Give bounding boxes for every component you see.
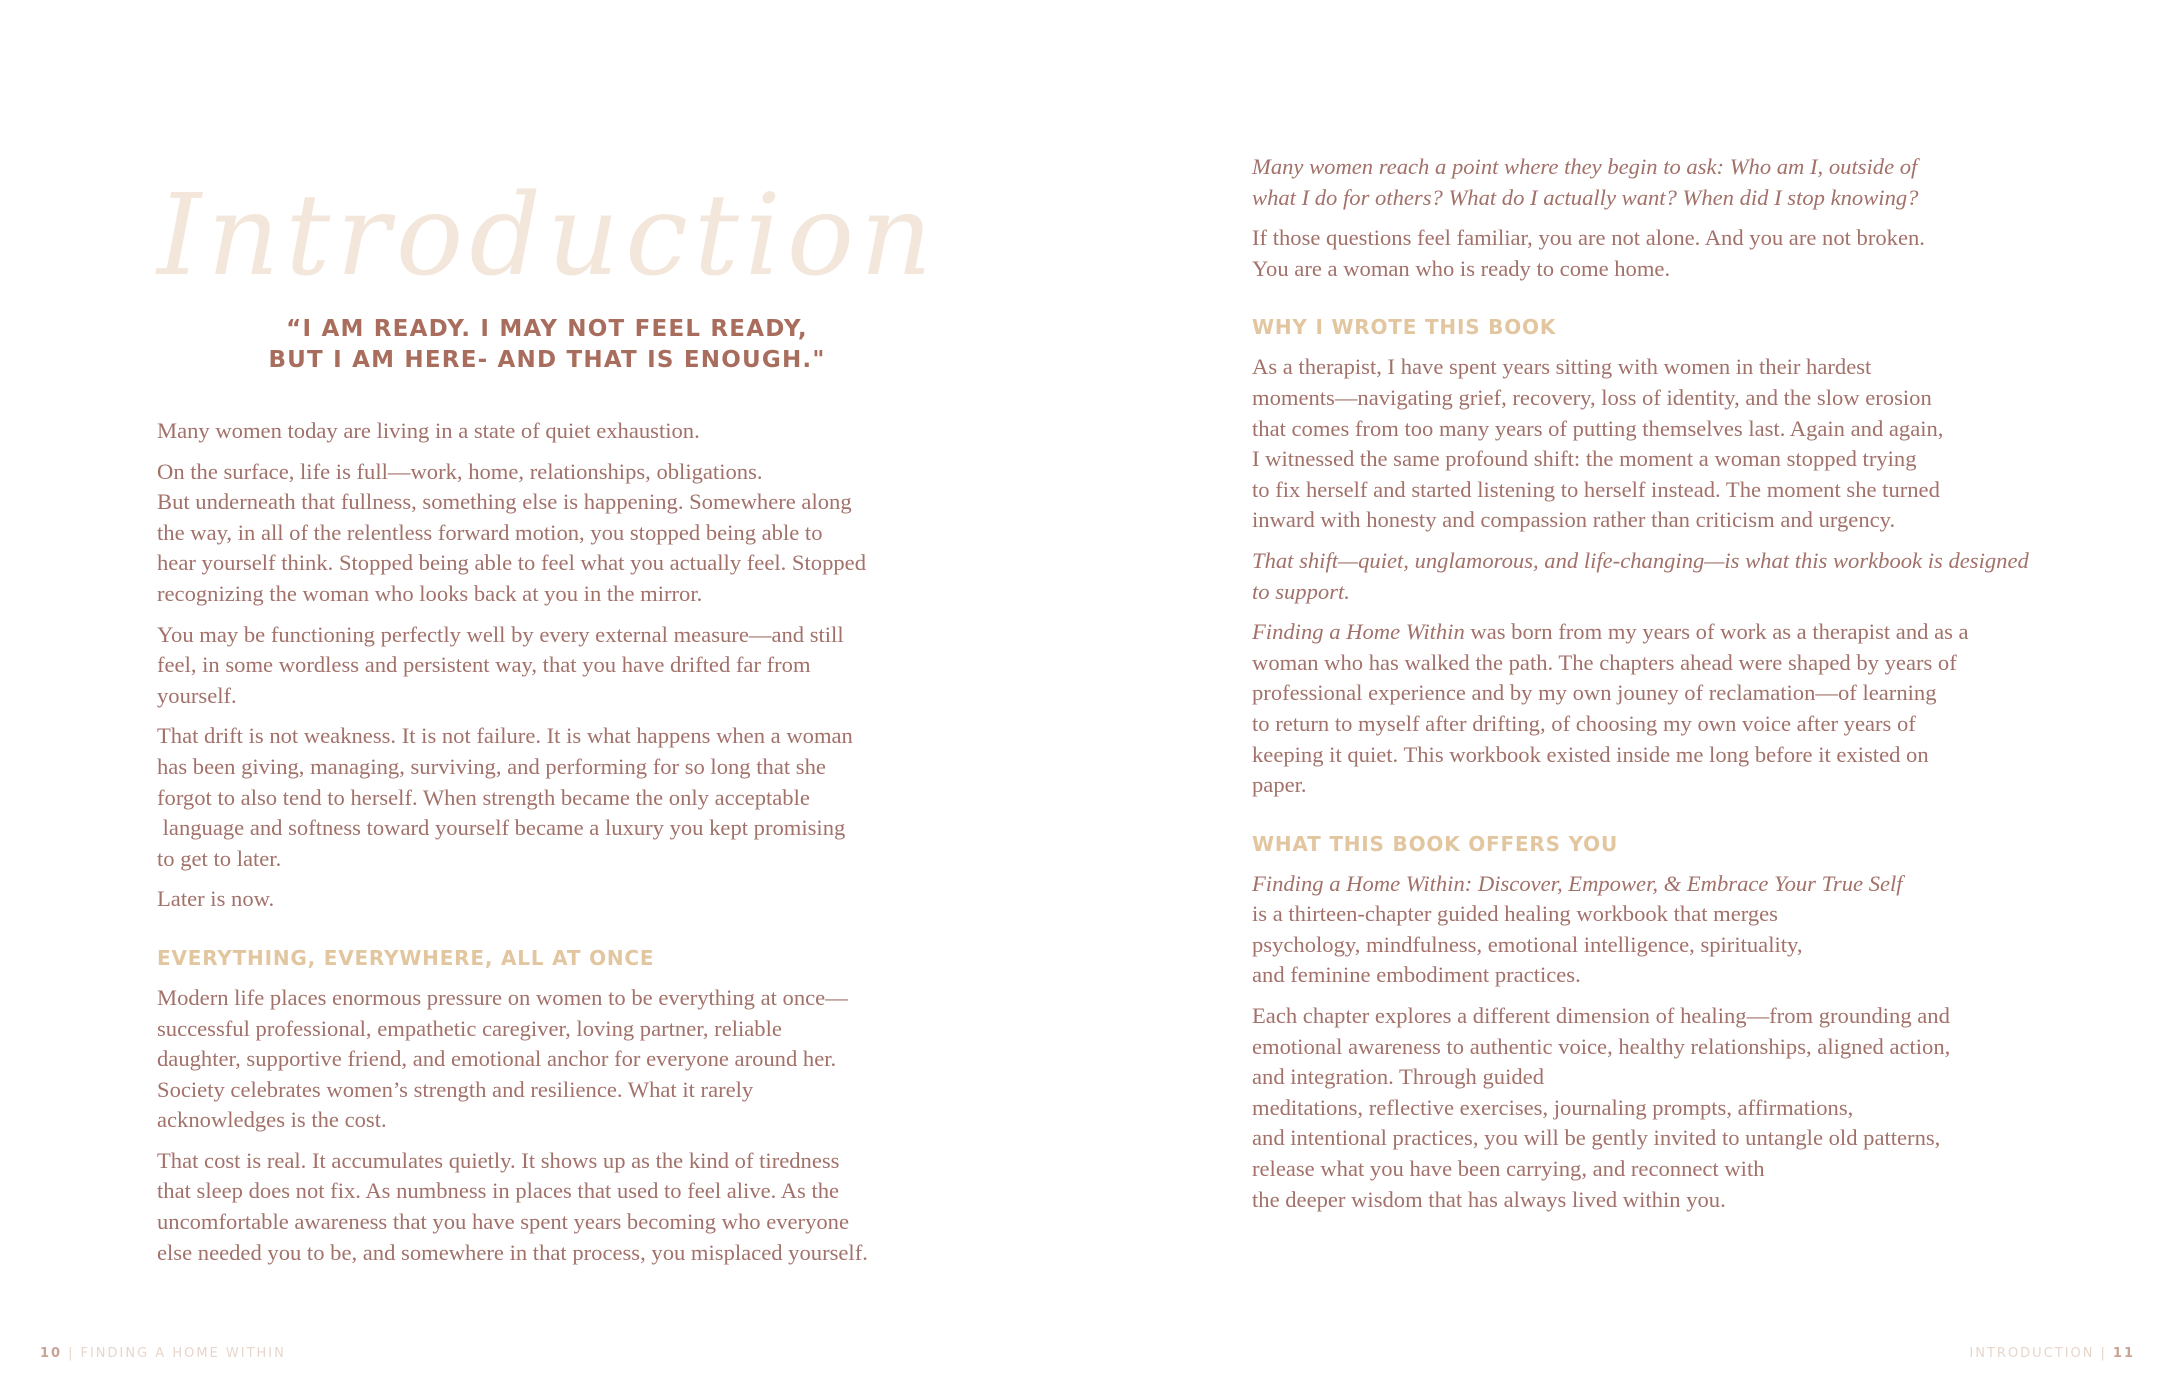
paragraph bbox=[1252, 223, 2122, 284]
right-column bbox=[1252, 152, 2122, 1225]
text-line: what I do for others? What do I actually want? When did I stop knowing? bbox=[1252, 184, 1919, 210]
text-line: On the surface, life is full—work, home, relationships, obligations. bbox=[157, 458, 763, 484]
text-line: release what you have been carrying, and reconnect with bbox=[1252, 1156, 1765, 1182]
text-line: That cost is real. It accumulates quietly. It shows up as the kind of tiredness bbox=[157, 1147, 840, 1173]
text-span: was born from my years of work as a therapist and as a bbox=[1464, 619, 1969, 645]
text-line: Later is now. bbox=[157, 886, 275, 912]
text-line: and intentional practices, you will be gently invited to untangle old patterns, bbox=[1252, 1125, 1941, 1151]
book-full-title: Finding a Home Within: Discover, Empower, & Embrace Your True Self bbox=[1252, 870, 1903, 896]
text-line: to support. bbox=[1252, 578, 1350, 604]
paragraph bbox=[157, 721, 947, 874]
text-line: acknowledges is the cost. bbox=[157, 1107, 387, 1133]
text-line: That drift is not weakness. It is not failure. It is what happens when a woman bbox=[157, 723, 853, 749]
text-line: But underneath that fullness, something else is happening. Somewhere along bbox=[157, 489, 852, 515]
text-line: emotional awareness to authentic voice, healthy relationships, aligned action, bbox=[1252, 1033, 1951, 1059]
text-line: hear yourself think. Stopped being able to feel what you actually feel. Stopped bbox=[157, 550, 866, 576]
book-title: Finding a Home Within bbox=[1252, 619, 1465, 645]
text-line: Many women reach a point where they begin to ask: Who am I, outside of bbox=[1252, 154, 1918, 179]
text-line: moments—navigating grief, recovery, loss of identity, and the slow erosion bbox=[1252, 384, 1932, 410]
epigraph-line: “I AM READY. I MAY NOT FEEL READY, bbox=[286, 316, 808, 342]
text-line: I witnessed the same profound shift: the moment a woman stopped trying bbox=[1252, 446, 1917, 472]
text-line: has been giving, managing, surviving, and performing for so long that she bbox=[157, 753, 826, 779]
text-line: to fix herself and started listening to herself instead. The moment she turned bbox=[1252, 476, 1940, 502]
paragraph bbox=[157, 884, 947, 915]
footer-separator: | bbox=[2100, 1346, 2107, 1361]
paragraph bbox=[157, 416, 947, 447]
running-title: FINDING A HOME WITHIN bbox=[80, 1346, 286, 1361]
paragraph bbox=[1252, 352, 2122, 536]
paragraph bbox=[157, 620, 947, 712]
footer-separator: | bbox=[68, 1346, 75, 1361]
text-line: and integration. Through guided bbox=[1252, 1064, 1544, 1090]
page-number: 11 bbox=[2112, 1346, 2135, 1361]
text-line: professional experience and by my own jouney of reclamation—of learning bbox=[1252, 680, 1937, 706]
text-line: As a therapist, I have spent years sitting with women in their hardest bbox=[1252, 354, 1872, 380]
text-line: Many women today are living in a state of quiet exhaustion. bbox=[157, 418, 700, 443]
text-line: language and softness toward yourself became a luxury you kept promising bbox=[157, 815, 846, 841]
text-line: woman who has walked the path. The chapters ahead were shaped by years of bbox=[1252, 649, 1957, 675]
text-line: You are a woman who is ready to come home. bbox=[1252, 255, 1671, 281]
text-line: Society celebrates women’s strength and resilience. What it rarely bbox=[157, 1076, 754, 1102]
text-line: and feminine embodiment practices. bbox=[1252, 962, 1581, 988]
text-line: yourself. bbox=[157, 682, 237, 708]
text-line: that comes from too many years of putting themselves last. Again and again, bbox=[1252, 415, 1944, 441]
text-line: Each chapter explores a different dimension of healing—from grounding and bbox=[1252, 1003, 1950, 1029]
running-title: INTRODUCTION bbox=[1969, 1346, 2095, 1361]
paragraph bbox=[157, 1146, 947, 1268]
text-line: If those questions feel familiar, you are not alone. And you are not broken. bbox=[1252, 225, 1925, 251]
intro-italic bbox=[1252, 152, 2122, 213]
paragraph bbox=[1252, 869, 2122, 991]
left-column bbox=[157, 160, 947, 1278]
footer-left bbox=[40, 1346, 286, 1361]
text-line: else needed you to be, and somewhere in that process, you misplaced yourself. bbox=[157, 1239, 868, 1265]
text-line: successful professional, empathetic caregiver, loving partner, reliable bbox=[157, 1015, 782, 1041]
text-line: keeping it quiet. This workbook existed inside me long before it existed on bbox=[1252, 741, 1929, 767]
text-line: meditations, reflective exercises, journaling prompts, affirmations, bbox=[1252, 1094, 1854, 1120]
section-heading-offers: WHAT THIS BOOK OFFERS YOU bbox=[1252, 831, 1618, 856]
text-line: You may be functioning perfectly well by every external measure—and still bbox=[157, 621, 844, 647]
text-line: uncomfortable awareness that you have spent years becoming who everyone bbox=[157, 1209, 849, 1235]
paragraph bbox=[1252, 617, 2122, 801]
text-line: is a thirteen-chapter guided healing workbook that merges bbox=[1252, 901, 1778, 927]
text-line: inward with honesty and compassion rather than criticism and urgency. bbox=[1252, 507, 1896, 533]
text-line bbox=[1252, 617, 2122, 648]
text-line: daughter, supportive friend, and emotional anchor for everyone around her. bbox=[157, 1046, 837, 1072]
text-line: psychology, mindfulness, emotional intelligence, spirituality, bbox=[1252, 931, 1803, 957]
text-line: to get to later. bbox=[157, 845, 282, 871]
section-heading-why: WHY I WROTE THIS BOOK bbox=[1252, 315, 1557, 340]
epigraph-line: BUT I AM HERE- AND THAT IS ENOUGH." bbox=[268, 347, 826, 373]
text-line: feel, in some wordless and persistent way, that you have drifted far from bbox=[157, 652, 811, 678]
text-line: to return to myself after drifting, of choosing my own voice after years of bbox=[1252, 710, 1916, 736]
paragraph bbox=[1252, 1001, 2122, 1215]
text-line: the deeper wisdom that has always lived within you. bbox=[1252, 1186, 1726, 1212]
page-title: Introduction bbox=[157, 171, 939, 301]
right-page bbox=[1088, 0, 2177, 1400]
text-line: the way, in all of the relentless forward motion, you stopped being able to bbox=[157, 519, 823, 545]
paragraph bbox=[157, 457, 947, 610]
left-page bbox=[0, 0, 1088, 1400]
text-line: That shift—quiet, unglamorous, and life-changing—is what this workbook is designed bbox=[1252, 547, 2029, 573]
text-line: that sleep does not fix. As numbness in places that used to feel alive. As the bbox=[157, 1178, 840, 1204]
footer-right bbox=[1969, 1346, 2135, 1361]
epigraph-quote bbox=[157, 314, 937, 376]
text-line: Modern life places enormous pressure on women to be everything at once— bbox=[157, 984, 848, 1010]
text-line: recognizing the woman who looks back at you in the mirror. bbox=[157, 580, 703, 606]
text-line: paper. bbox=[1252, 772, 1307, 798]
paragraph bbox=[157, 983, 947, 1136]
paragraph-italic bbox=[1252, 546, 2122, 607]
page-number: 10 bbox=[40, 1346, 63, 1361]
section-heading-everything: EVERYTHING, EVERYWHERE, ALL AT ONCE bbox=[157, 945, 655, 970]
text-line: forgot to also tend to herself. When strength became the only acceptable bbox=[157, 784, 810, 810]
